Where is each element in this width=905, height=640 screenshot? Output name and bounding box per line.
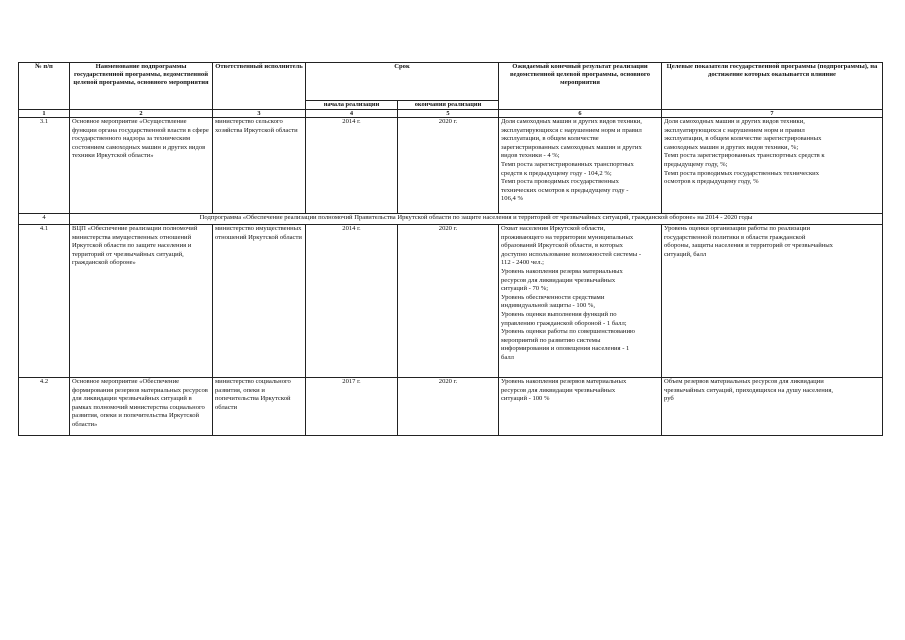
header-term: Срок [306,63,499,101]
expected-line: ресурсов для ликвидации чрезвычайных [501,386,616,394]
indicator-line: Уровень оценки организации работы по реализации [664,225,811,232]
table-row-4-1 [19,225,883,378]
expected-line: 106,4 % [501,195,523,203]
row-indicators [662,118,883,214]
indicator-line: Темп роста проводимых государственных технических [664,169,819,177]
expected-line: Доля самоходных машин и других видов техники, [501,118,642,125]
table-row-3-1 [19,118,883,214]
col-number: 3 [213,110,306,118]
row-name: ВЦП «Обеспечение реализации полномочий министерства имущественных отношений Иркутской области по защите населения и территорий от чрезвычайных ситуаций, гражданской обороне» [70,225,213,378]
expected-line: балл [501,353,514,361]
expected-line: ресурсов для ликвидации чрезвычайных [501,276,616,284]
expected-line: доступно использование возможностей системы - [501,250,642,258]
expected-line: Темп роста зарегистрированных транспортных [501,160,634,168]
program-table [18,62,883,436]
expected-line: эксплуатирующихся с нарушением норм и правил [501,126,642,134]
expected-line: индивидуальной защиты - 100 %, [501,302,596,310]
col-number: 7 [662,110,883,118]
row-start: 2014 г. [306,118,398,214]
expected-line: эксплуатации, в общем количестве [501,135,599,143]
col-number: 6 [499,110,662,118]
row-number: 4.1 [19,225,70,378]
subprogram-title: Подпрограмма «Обеспечение реализации полномочий Правительства Иркутской области по защите населения и территорий от чрезвычайных ситуаций, гражданской обороне» на 2014 - 2020 годы [70,214,883,225]
indicator-line: государственной политики в области гражданской [664,233,806,241]
expected-line: Уровень обеспеченности средствами [501,293,605,301]
expected-line: средств к предыдущему году - 104,2 %; [501,169,612,177]
expected-line: технических осмотров к предыдущему году - [501,186,629,194]
expected-line: образований Иркутской области, в которых [501,242,623,250]
table-row-4-2 [19,378,883,436]
expected-line: ситуаций - 70 %; [501,285,549,293]
header-row [19,63,883,101]
indicator-line: ситуаций, балл [664,250,707,258]
table-row-4 [19,214,883,225]
col-number: 4 [306,110,398,118]
col-number: 1 [19,110,70,118]
row-name: Основное мероприятие «Обеспечение формирования резервов материальных ресурсов для ликвидации чрезвычайных ситуаций в рамках полномочий министерства социального развития, опеки и попечительства Иркутской области» [70,378,213,436]
indicator-line: самоходных машин и других видов техники, %; [664,143,799,151]
header-term-end: окончания реализации [398,101,499,110]
expected-line: ситуаций - 100 % [501,395,550,403]
row-expected [499,378,662,436]
header-term-start: начала реализации [306,101,398,110]
row-expected [499,118,662,214]
header-indicators: Целевые показатели государственной программы (подпрограммы), на достижение которых оказывается влияние [662,63,883,110]
expected-line: управлению гражданской обороной - 1 балл; [501,319,627,327]
expected-line: Уровень накопления резерва материальных [501,267,623,275]
expected-line: информирования и оповещения населения - 1 [501,345,630,353]
expected-line: Охват населения Иркутской области, [501,225,606,232]
expected-line: мероприятий по развитию системы [501,336,601,344]
row-end: 2020 г. [398,118,499,214]
indicator-line: предыдущему году, %; [664,160,728,168]
row-expected [499,225,662,378]
row-executor: министерство имущественных отношений Иркутской области [213,225,306,378]
indicator-line: Доля самоходных машин и других видов техники, [664,118,805,125]
row-name: Основное мероприятие «Осуществление функции органа государственной власти в сфере государственного надзора за техническим состоянием самоходных машин и других видов техники Иркутской области» [70,118,213,214]
indicator-line: эксплуатирующихся с нарушением норм и правил [664,126,805,134]
expected-line: Уровень оценки выполнения функций по [501,310,617,318]
row-end: 2020 г. [398,378,499,436]
row-start: 2014 г. [306,225,398,378]
indicator-line: чрезвычайных ситуаций, приходящихся на душу населения, [664,386,834,394]
header-executor: Ответственный исполнитель [213,63,306,110]
row-executor: министерство социального развития, опеки и попечительства Иркутской области [213,378,306,436]
indicator-line: Объем резервов материальных ресурсов для ликвидации [664,378,824,385]
expected-line: Уровень оценки работы по совершенствованию [501,328,635,336]
col-number: 2 [70,110,213,118]
row-number: 4 [19,214,70,225]
expected-line: 112 - 2400 чел.; [501,259,544,267]
header-expected: Ожидаемый конечный результат реализации ведомственной целевой программы, основного мероприятия [499,63,662,110]
indicator-line: Темп роста зарегистрированных транспортных средств к [664,152,825,160]
row-end: 2020 г. [398,225,499,378]
indicator-line: обороны, защиты населения и территорий от чрезвычайных [664,242,833,250]
indicator-line: эксплуатации, в общем количестве зарегистрированных [664,135,822,143]
row-number: 4.2 [19,378,70,436]
row-indicators [662,225,883,378]
header-num: № п/п [19,63,70,110]
row-executor: министерство сельского хозяйства Иркутской области [213,118,306,214]
indicator-line: осмотров к предыдущему году, % [664,178,759,186]
expected-line: видов техники - 4 %; [501,152,560,160]
row-start: 2017 г. [306,378,398,436]
expected-line: Уровень накопления резервов материальных [501,378,627,385]
expected-line: зарегистрированных самоходных машин и других [501,143,642,151]
expected-line: Темп роста проводимых государственных [501,178,619,186]
column-numbers-row [19,110,883,118]
row-indicators [662,378,883,436]
expected-line: проживающего на территории муниципальных [501,233,634,241]
header-name: Наименование подпрограммы государственной программы, ведомственной целевой программы, основного мероприятия [70,63,213,110]
col-number: 5 [398,110,499,118]
row-number: 3.1 [19,118,70,214]
indicator-line: руб [664,395,674,403]
